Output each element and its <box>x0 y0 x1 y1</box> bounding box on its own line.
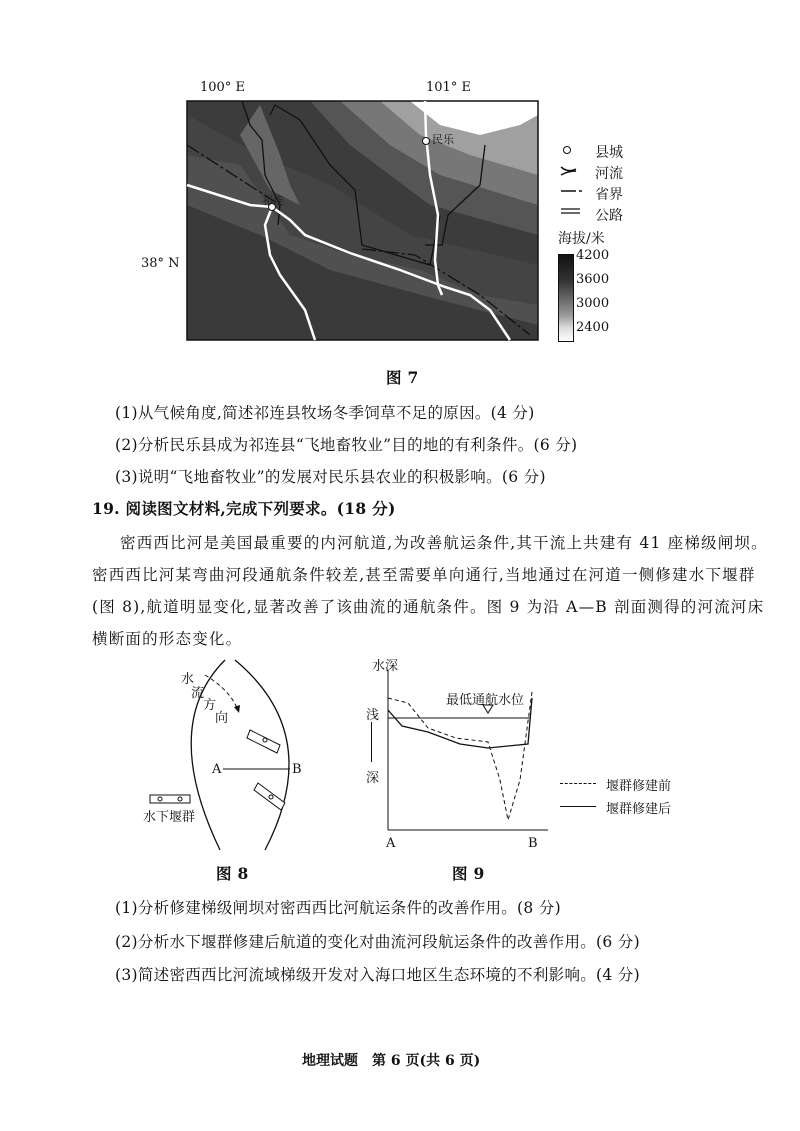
flow-label-4: 向 <box>215 711 229 726</box>
weir-legend-label: 水下堰群 <box>143 810 196 825</box>
x-right-label: B <box>528 836 538 851</box>
q18-part1: (1)从气候角度,简述祁连县牧场冬季饲草不足的原因。(4 分) <box>115 404 535 422</box>
flow-label-2: 流 <box>191 686 205 701</box>
legend-before-line <box>560 783 596 784</box>
y-bottom-label: 深 <box>366 771 380 786</box>
q19-heading: 19. 阅读图文材料,完成下列要求。(18 分) <box>92 499 396 518</box>
road-icon <box>561 209 580 213</box>
water-level-label: 最低通航水位 <box>446 693 525 708</box>
lon-label-100: 100° E <box>200 80 245 95</box>
elevation-colorbar <box>558 254 574 342</box>
legend-county: 县城 <box>595 145 623 161</box>
legend-border: 省界 <box>595 187 623 203</box>
lat-label-38: 38° N <box>141 256 180 271</box>
depth-arrow-icon <box>371 722 372 762</box>
legend-river: 河流 <box>595 166 623 182</box>
elev-tick-4200: 4200 <box>576 248 610 263</box>
y-top-label: 浅 <box>366 708 380 723</box>
map-legend-symbols <box>560 143 590 223</box>
q19-para-line1: 密西西比河是美国最重要的内河航道,为改善航运条件,其干流上共建有 41 座梯级闸坝。 <box>120 534 768 552</box>
flow-label-3: 方 <box>203 698 217 713</box>
river-icon <box>561 167 576 175</box>
weir-legend-symbol <box>150 795 190 803</box>
legend-road: 公路 <box>595 208 623 224</box>
elevation-map <box>180 95 550 347</box>
y-axis-title: 水深 <box>372 659 399 674</box>
town-minle-marker <box>423 138 430 145</box>
lon-label-101: 101° E <box>426 80 471 95</box>
q19-para-line4: 横断面的形态变化。 <box>92 630 243 648</box>
elevation-title: 海拔/米 <box>558 231 605 247</box>
x-left-label: A <box>386 836 396 851</box>
q19-para-line2: 密西西比河某弯曲河段通航条件较差,甚至需要单向通行,当地通过在河道一侧修建水下堰群 <box>92 566 756 584</box>
figure7-caption: 图 7 <box>386 368 419 387</box>
before-weir-line <box>388 692 532 820</box>
elev-tick-3600: 3600 <box>576 272 610 287</box>
elev-tick-3000: 3000 <box>576 296 610 311</box>
q18-part3: (3)说明“飞地畜牧业”的发展对民乐县农业的积极影响。(6 分) <box>115 468 546 486</box>
figure8-caption: 图 8 <box>216 864 249 883</box>
elev-tick-2400: 2400 <box>576 320 610 335</box>
town-qilian-label: 祁连 <box>262 194 284 207</box>
figure8-diagram <box>140 655 320 855</box>
q19-part2: (2)分析水下堰群修建后航道的变化对曲流河段航运条件的改善作用。(6 分) <box>115 933 640 951</box>
county-town-icon <box>564 147 571 154</box>
point-a-label: A <box>212 762 222 777</box>
legend-before-label: 堰群修建前 <box>606 779 672 794</box>
q18-part2: (2)分析民乐县成为祁连县“飞地畜牧业”目的地的有利条件。(6 分) <box>115 436 578 454</box>
point-b-label: B <box>292 762 302 777</box>
town-minle-label: 民乐 <box>432 133 454 146</box>
flow-label-1: 水 <box>181 672 195 687</box>
q19-part1: (1)分析修建梯级闸坝对密西西比河航运条件的改善作用。(8 分) <box>115 899 561 917</box>
legend-after-line <box>560 806 596 807</box>
q19-part3: (3)简述密西西比河流域梯级开发对入海口地区生态环境的不利影响。(4 分) <box>115 966 640 984</box>
outer-bank <box>235 660 289 850</box>
q19-para-line3: (图 8),航道明显变化,显著改善了该曲流的通航条件。图 9 为沿 A—B 剖面测得的河流河床 <box>92 598 765 616</box>
figure9-caption: 图 9 <box>452 864 485 883</box>
page-footer: 地理试题 第 6 页(共 6 页) <box>302 1053 481 1069</box>
legend-after-label: 堰群修建后 <box>606 802 672 817</box>
flow-arrow-icon <box>234 705 240 713</box>
